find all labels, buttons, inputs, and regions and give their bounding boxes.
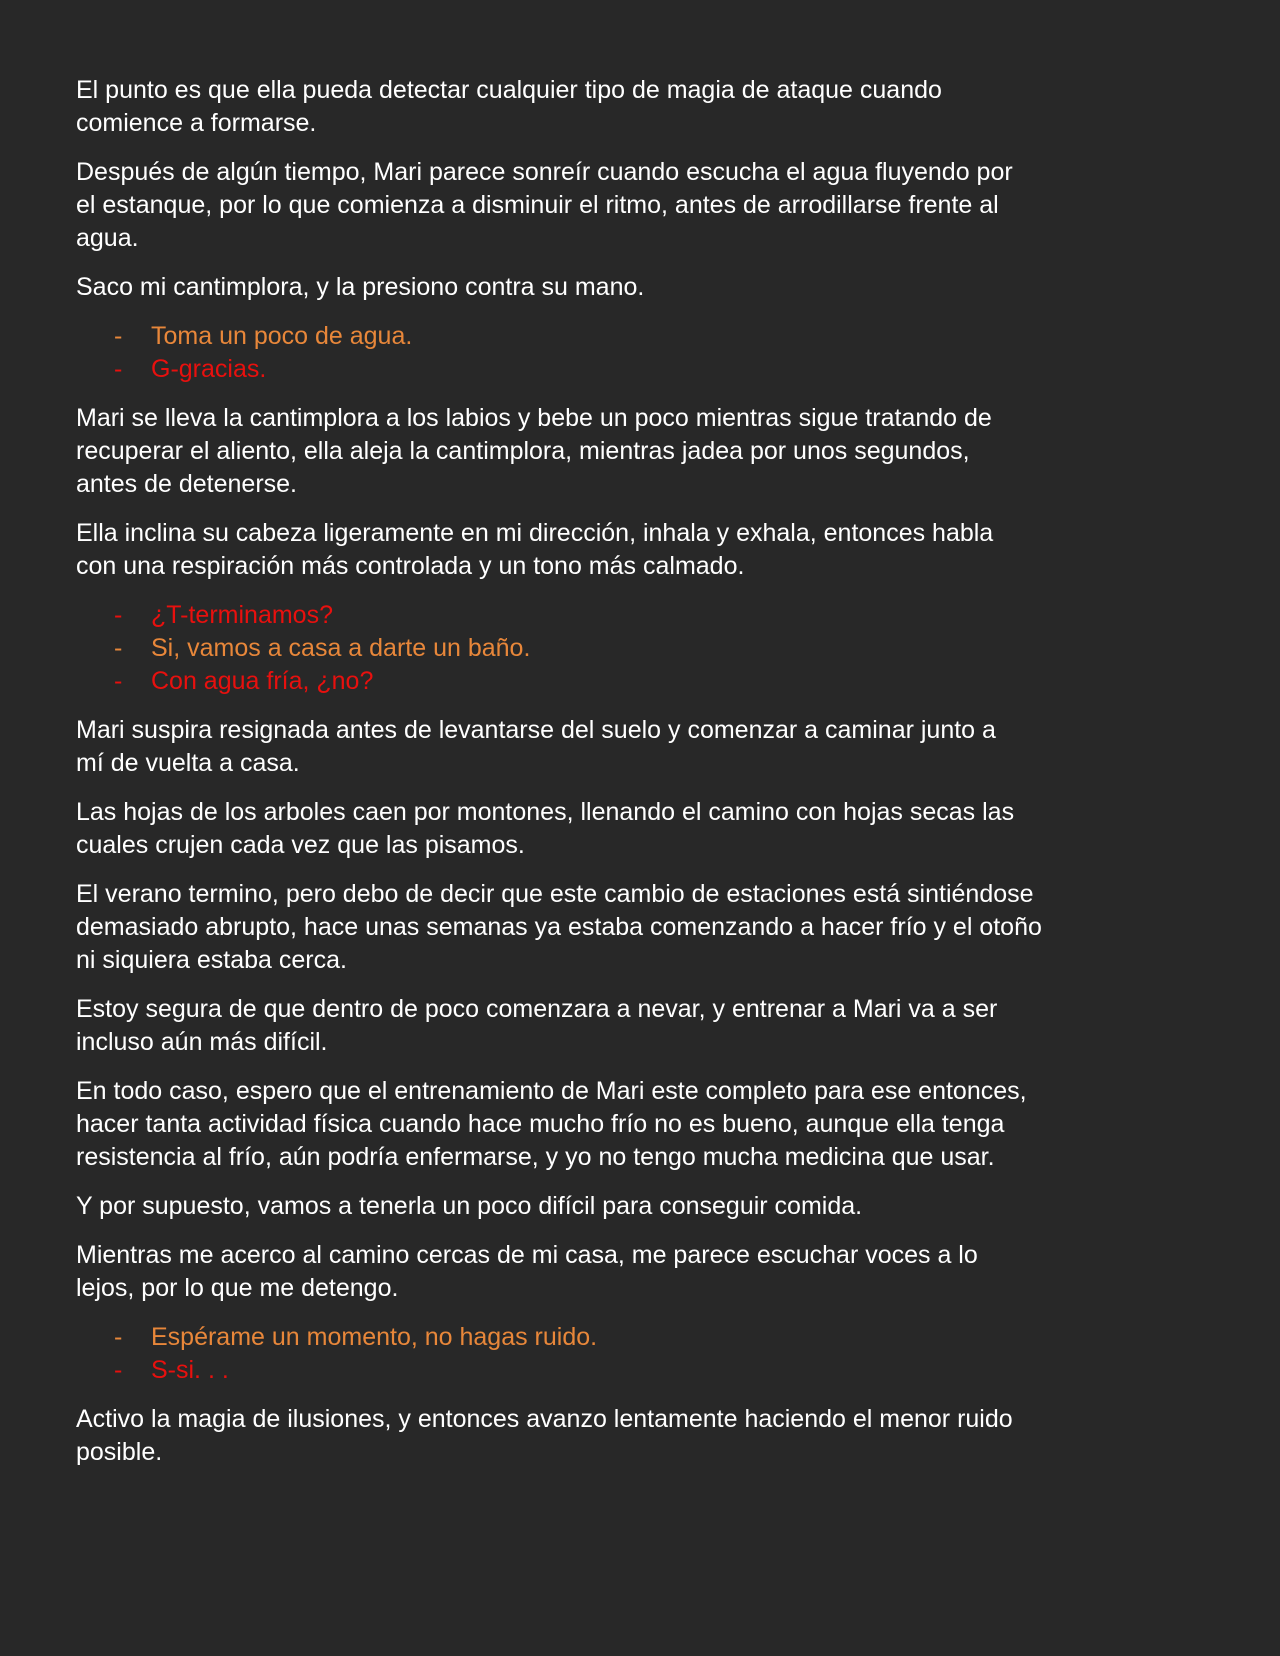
dialogue-list <box>76 320 1226 386</box>
dialogue-line <box>76 1354 1226 1387</box>
dialogue-line <box>76 353 1226 386</box>
paragraph-line: agua. <box>76 224 139 252</box>
paragraph-line: con una respiración más controlada y un tono más calmado. <box>76 552 745 580</box>
dialogue-dash: - <box>114 322 123 350</box>
paragraph <box>76 1239 1226 1305</box>
paragraph-line: el estanque, por lo que comienza a disminuir el ritmo, antes de arrodillarse frente al <box>76 191 999 219</box>
dialogue-dash: - <box>114 601 123 629</box>
paragraph <box>76 1190 1226 1223</box>
paragraph <box>76 402 1226 501</box>
paragraph-line: cuales crujen cada vez que las pisamos. <box>76 831 525 859</box>
paragraph <box>76 74 1226 140</box>
dialogue-text: ¿T-terminamos? <box>151 601 333 629</box>
paragraph <box>76 156 1226 255</box>
paragraph <box>76 878 1226 977</box>
paragraph-line: incluso aún más difícil. <box>76 1028 328 1056</box>
dialogue-dash: - <box>114 1356 123 1384</box>
dialogue-text: Si, vamos a casa a darte un baño. <box>151 634 531 662</box>
paragraph-line: hacer tanta actividad física cuando hace mucho frío no es bueno, aunque ella tenga <box>76 1110 1005 1138</box>
paragraph-line: lejos, por lo que me detengo. <box>76 1274 399 1302</box>
paragraph-line: antes de detenerse. <box>76 470 297 498</box>
paragraph-line: En todo caso, espero que el entrenamiento de Mari este completo para ese entonces, <box>76 1077 1027 1105</box>
paragraph-line: Ella inclina su cabeza ligeramente en mi dirección, inhala y exhala, entonces habla <box>76 519 994 547</box>
dialogue-line <box>76 1321 1226 1354</box>
paragraph <box>76 796 1226 862</box>
paragraph-line: Mari se lleva la cantimplora a los labios y bebe un poco mientras sigue tratando de <box>76 404 992 432</box>
paragraph-line: demasiado abrupto, hace unas semanas ya estaba comenzando a hacer frío y el otoño <box>76 913 1042 941</box>
dialogue-dash: - <box>114 1323 123 1351</box>
paragraph-line: Activo la magia de ilusiones, y entonces avanzo lentamente haciendo el menor ruido <box>76 1405 1013 1433</box>
paragraph-line: Y por supuesto, vamos a tenerla un poco difícil para conseguir comida. <box>76 1192 863 1220</box>
paragraph-line: Mientras me acerco al camino cercas de mi casa, me parece escuchar voces a lo <box>76 1241 978 1269</box>
dialogue-list <box>76 1321 1226 1387</box>
dialogue-text: Con agua fría, ¿no? <box>151 667 374 695</box>
dialogue-text: Espérame un momento, no hagas ruido. <box>151 1323 598 1351</box>
paragraph-line: Estoy segura de que dentro de poco comenzara a nevar, y entrenar a Mari va a ser <box>76 995 998 1023</box>
paragraph-line: Mari suspira resignada antes de levantarse del suelo y comenzar a caminar junto a <box>76 716 996 744</box>
paragraph-line: El punto es que ella pueda detectar cualquier tipo de magia de ataque cuando <box>76 76 942 104</box>
paragraph <box>76 1403 1226 1469</box>
paragraph-line: posible. <box>76 1438 163 1466</box>
paragraph-line: resistencia al frío, aún podría enfermarse, y yo no tengo mucha medicina que usar. <box>76 1143 995 1171</box>
dialogue-line <box>76 599 1226 632</box>
dialogue-dash: - <box>114 355 123 383</box>
dialogue-dash: - <box>114 634 123 662</box>
paragraph-line: Las hojas de los arboles caen por montones, llenando el camino con hojas secas las <box>76 798 1015 826</box>
document-body <box>76 74 1226 1485</box>
paragraph <box>76 271 1226 304</box>
dialogue-line <box>76 665 1226 698</box>
dialogue-list <box>76 599 1226 698</box>
dialogue-line <box>76 320 1226 353</box>
dialogue-text: S-si. . . <box>151 1356 229 1384</box>
paragraph-line: recuperar el aliento, ella aleja la cantimplora, mientras jadea por unos segundos, <box>76 437 970 465</box>
paragraph-line: El verano termino, pero debo de decir que este cambio de estaciones está sintiéndose <box>76 880 1034 908</box>
dialogue-dash: - <box>114 667 123 695</box>
dialogue-text: G-gracias. <box>151 355 267 383</box>
paragraph-line: comience a formarse. <box>76 109 317 137</box>
paragraph-line: Después de algún tiempo, Mari parece sonreír cuando escucha el agua fluyendo por <box>76 158 1013 186</box>
paragraph-line: Saco mi cantimplora, y la presiono contra su mano. <box>76 273 645 301</box>
dialogue-line <box>76 632 1226 665</box>
paragraph <box>76 1075 1226 1174</box>
paragraph-line: mí de vuelta a casa. <box>76 749 300 777</box>
paragraph <box>76 517 1226 583</box>
paragraph-line: ni siquiera estaba cerca. <box>76 946 347 974</box>
dialogue-text: Toma un poco de agua. <box>151 322 413 350</box>
paragraph <box>76 993 1226 1059</box>
paragraph <box>76 714 1226 780</box>
